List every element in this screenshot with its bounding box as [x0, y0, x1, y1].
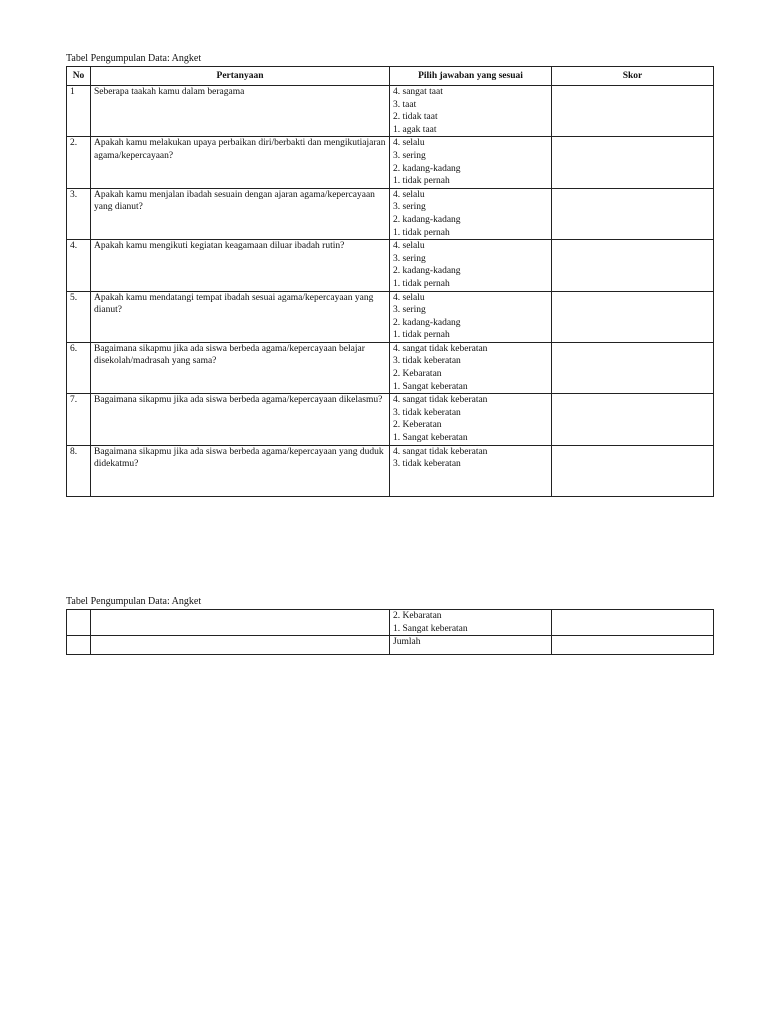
cell-no: 1	[67, 86, 91, 137]
answer-option: 2. Keberatan	[393, 420, 442, 431]
answer-option: 4. selalu	[393, 189, 425, 200]
answer-list	[393, 189, 548, 239]
answer-option: 1. tidak pernah	[393, 227, 450, 238]
total-row	[67, 636, 714, 655]
answer-option: 4. selalu	[393, 292, 425, 303]
cell-answers	[390, 86, 552, 137]
cell-score	[552, 610, 714, 636]
answer-option: 3. tidak keberatan	[393, 407, 461, 418]
cell-no: 2.	[67, 137, 91, 188]
cell-answers	[390, 610, 552, 636]
answer-list	[393, 446, 548, 471]
header-question: Pertanyaan	[91, 67, 390, 86]
answer-option: 2. kadang-kadang	[393, 214, 461, 225]
cell-answers	[390, 394, 552, 445]
answer-option: 2. kadang-kadang	[393, 266, 461, 277]
table-row	[67, 445, 714, 496]
cell-score	[552, 445, 714, 496]
answer-option: 1. agak taat	[393, 124, 437, 135]
cell-answers	[390, 445, 552, 496]
total-score	[552, 636, 714, 655]
header-score: Skor	[552, 67, 714, 86]
answer-option: 2. kadang-kadang	[393, 317, 461, 328]
cell-no	[67, 610, 91, 636]
cell-no: 6.	[67, 342, 91, 393]
cell-question: Apakah kamu menjalan ibadah sesuain dengan ajaran agama/kepercayaan yang dianut?	[91, 188, 390, 239]
answer-list	[393, 343, 548, 393]
answer-option: 1. Sangat keberatan	[393, 433, 468, 444]
answer-option: 3. sering	[393, 202, 426, 213]
cell-question: Bagaimana sikapmu jika ada siswa berbeda agama/kepercayaan yang duduk didekatmu?	[91, 445, 390, 496]
answer-list	[393, 86, 548, 136]
table-row	[67, 240, 714, 291]
cell-score	[552, 137, 714, 188]
table-row	[67, 188, 714, 239]
cell-no: 3.	[67, 188, 91, 239]
table-caption: Tabel Pengumpulan Data: Angket	[66, 53, 202, 64]
cell-answers	[390, 240, 552, 291]
cell-no: 4.	[67, 240, 91, 291]
cell-score	[552, 188, 714, 239]
cell-answers	[390, 188, 552, 239]
cell-score	[552, 342, 714, 393]
questionnaire-table	[66, 66, 714, 497]
cell-question	[91, 636, 390, 655]
cell-no: 5.	[67, 291, 91, 342]
table-caption-continued: Tabel Pengumpulan Data: Angket	[66, 596, 202, 607]
cell-no	[67, 636, 91, 655]
header-row	[67, 67, 714, 86]
answer-option: 4. selalu	[393, 241, 425, 252]
cell-question: Apakah kamu mendatangi tempat ibadah sesuai agama/kepercayaan yang dianut?	[91, 291, 390, 342]
cell-score	[552, 291, 714, 342]
cell-answers	[390, 137, 552, 188]
answer-list	[393, 610, 548, 635]
table-row	[67, 291, 714, 342]
total-label: Jumlah	[390, 636, 552, 655]
answer-option: 2. Kebaratan	[393, 369, 442, 380]
answer-option: 3. tidak keberatan	[393, 459, 461, 470]
cell-question: Bagaimana sikapmu jika ada siswa berbeda agama/kepercayaan belajar disekolah/madrasah yang sama?	[91, 342, 390, 393]
answer-option: 2. kadang-kadang	[393, 163, 461, 174]
cell-question: Bagaimana sikapmu jika ada siswa berbeda agama/kepercayaan dikelasmu?	[91, 394, 390, 445]
answer-option: 1. tidak pernah	[393, 278, 450, 289]
answer-option: 2. Kebaratan	[393, 611, 442, 621]
answer-option: 2. tidak taat	[393, 112, 438, 123]
answer-option: 4. sangat tidak keberatan	[393, 395, 488, 406]
answer-option: 3. taat	[393, 99, 417, 110]
answer-option: 1. Sangat keberatan	[393, 623, 468, 634]
cell-question: Apakah kamu melakukan upaya perbaikan diri/berbakti dan mengikutiajaran agama/kepercayaan?	[91, 137, 390, 188]
answer-option: 4. sangat tidak keberatan	[393, 446, 488, 457]
answer-list	[393, 137, 548, 187]
answer-list	[393, 292, 548, 342]
table-row	[67, 137, 714, 188]
answer-option: 3. sering	[393, 150, 426, 161]
cell-question	[91, 610, 390, 636]
cell-question: Apakah kamu mengikuti kegiatan keagamaan diluar ibadah rutin?	[91, 240, 390, 291]
cell-no: 7.	[67, 394, 91, 445]
answer-option: 1. tidak pernah	[393, 176, 450, 187]
table-row	[67, 342, 714, 393]
answer-option: 3. tidak keberatan	[393, 356, 461, 367]
cell-score	[552, 394, 714, 445]
answer-option: 4. sangat tidak keberatan	[393, 343, 488, 354]
answer-option: 3. sering	[393, 305, 426, 316]
cell-score	[552, 86, 714, 137]
cell-no: 8.	[67, 445, 91, 496]
answer-list	[393, 394, 548, 444]
header-answer: Pilih jawaban yang sesuai	[390, 67, 552, 86]
header-no: No	[67, 67, 91, 86]
answer-option: 3. sering	[393, 253, 426, 264]
answer-option: 4. selalu	[393, 138, 425, 149]
cell-answers	[390, 291, 552, 342]
cell-question: Seberapa taakah kamu dalam beragama	[91, 86, 390, 137]
table-row-continued	[67, 610, 714, 636]
answer-option: 1. tidak pernah	[393, 330, 450, 341]
answer-list	[393, 240, 548, 290]
cell-score	[552, 240, 714, 291]
questionnaire-table-continued	[66, 609, 714, 655]
answer-option: 4. sangat taat	[393, 87, 443, 97]
table-row	[67, 394, 714, 445]
table-row	[67, 86, 714, 137]
answer-option: 1. Sangat keberatan	[393, 381, 468, 392]
cell-answers	[390, 342, 552, 393]
